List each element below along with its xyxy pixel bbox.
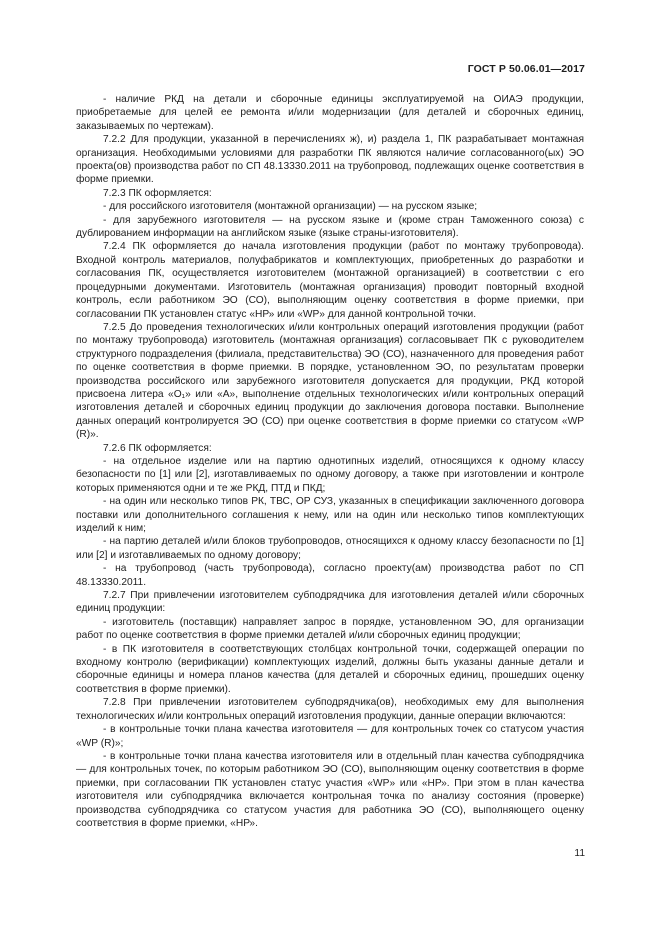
paragraph: - на отдельное изделие или на партию однотипных изделий, относящихся к одному классу безопасности по [1] или [2], изготавливаемых по одному договору, а также при изготовлении и контроле которых применяются одни и те же РКД, ПТД и ПКД; <box>76 455 584 494</box>
paragraph: 7.2.2 Для продукции, указанной в перечислениях ж), и) раздела 1, ПК разрабатывает монтажная организация. Необходимыми условиями для разработки ПК являются наличие согласованного(ых) ЭО проекта(ов) производства работ по СП 48.13330.2011 на трубопровод, подлежащих оценке соответствия в форме приемки. <box>76 134 584 186</box>
paragraph: 7.2.7 При привлечении изготовителем субподрядчика для изготовления деталей и/или сборочных единиц продукции: <box>76 590 584 615</box>
paragraph: - на трубопровод (часть трубопровода), согласно проекту(ам) производства работ по СП 48.13330.2011. <box>76 563 584 588</box>
paragraph: - для российского изготовителя (монтажной организации) — на русском языке; <box>103 201 478 213</box>
paragraph: - на один или несколько типов РК, ТВС, ОР СУЗ, указанных в спецификации заключенного договора поставки или дополнительного соглашения к нему, или на один или несколько типов комплектующих изделий к ним; <box>76 496 584 534</box>
paragraph: 7.2.4 ПК оформляется до начала изготовления продукции (работ по монтажу трубопровода). Входной контроль материалов, полуфабрикатов и комплектующих, приобретенных до разработки и согласования ПК, осуществляется изготовителем (монтажной организацией) в соответствии с его процедурными документами. Изготовитель (монтажная организация) проводит повторный входной контроль, если работником ЭО (СО), выполняющим оценку соответствия в форме приемки, при согласовании ПК установлен статус «НР» или «WP» для данной контрольной точки. <box>76 241 584 320</box>
paragraph: - в контрольные точки плана качества изготовителя или в отдельный план качества субподрядчика — для контрольных точек, по которым работником ЭО (СО), выполняющим оценку соответствия в форме приемки, при согласовании ПК установлен статус участия «WP» или «НР». При этом в план качества изготовителя или субподрядчика включается контрольная точка по анализу состояния (проверке) производства субподрядчика со статусом участия для работника ЭО (СО), выполняющего оценку соответствия в форме приемки, «НР». <box>76 750 584 829</box>
paragraph: - изготовитель (поставщик) направляет запрос в порядке, установленном ЭО, для организации работ по оценке соответствия в форме приемки деталей и/или сборочных единиц продукции; <box>76 616 584 642</box>
paragraph: - на партию деталей и/или блоков трубопроводов, относящихся к одному классу безопасности по [1] или [2] и изготавливаемых по одному договору; <box>76 536 584 561</box>
paragraph: - для зарубежного изготовителя — на русском языке и (кроме стран Таможенного союза) с дублированием информации на английском языке (языке страны-изготовителя). <box>76 214 584 240</box>
body-text <box>76 93 584 830</box>
paragraph: - в контрольные точки плана качества изготовителя — для контрольных точек со статусом участия «WP (R)»; <box>76 724 584 749</box>
paragraph: 7.2.8 При привлечении изготовителем субподрядчика(ов), необходимых ему для выполнения технологических и/или контрольных операций изготовления продукции, данные операции включаются: <box>76 697 584 722</box>
paragraph: 7.2.5 До проведения технологических и/или контрольных операций изготовления продукции (работ по монтажу трубопровода) изготовитель (монтажная организация) согласовывает ПК с руководителем структурного подразделения (филиала, представительства) ЭО (СО), назначенного для проведения работ по оценке соответствия в форме приемки. В порядке, установленном ЭО, по результатам проверки производства российского или зарубежного изготовителя допускается для продукции, РКД которой присвоена литера «О₁» или «А», выполнение отдельных технологических и/или контрольных операций изготовления деталей и сборочных единиц продукции до заключения договора поставки. Выполнение данных операций контролируется ЭО (СО) при оценке соответствия в форме приемки со статусом «WP (R)». <box>76 321 584 441</box>
paragraph: 7.2.6 ПК оформляется: <box>103 442 212 454</box>
paragraph: 7.2.3 ПК оформляется: <box>103 187 212 199</box>
paragraph: - наличие РКД на детали и сборочные единицы эксплуатируемой на ОИАЭ продукции, приобретаемые для целей ее ремонта и/или модернизации (для деталей и сборочных единиц, заказываемых по чертежам). <box>76 94 584 132</box>
paragraph: - в ПК изготовителя в соответствующих столбцах контрольной точки, содержащей операции по входному контролю (верификации) комплектующих изделий, должны быть указаны данные детали и сборочные единицы и номера планов качества (для деталей и сборочных единиц, прошедших оценку соответствия в форме приемки). <box>76 643 584 695</box>
document-id-header: ГОСТ Р 50.06.01—2017 <box>467 63 585 75</box>
page-number: 11 <box>574 848 585 859</box>
